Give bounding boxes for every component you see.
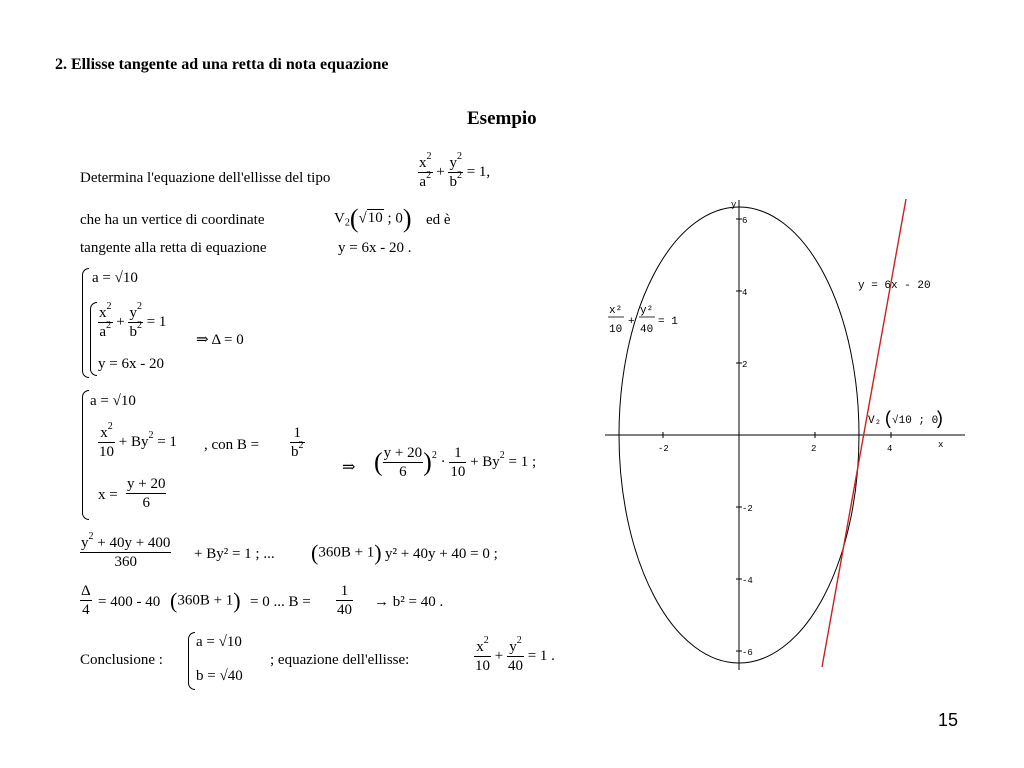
svg-text:y²: y² — [640, 305, 654, 317]
step4-B-frac: $\frac{1}{40}$ — [337, 583, 352, 618]
step4-rest: = 0 ... B = — [250, 594, 311, 610]
y-tick-label: 2 — [742, 360, 748, 370]
conclusion-label: Conclusione : — [80, 652, 163, 668]
intro-line-3: tangente alla retta di equazione — [80, 240, 267, 256]
y-tick-label: 6 — [742, 216, 748, 226]
step4-mid: = 400 - 40 — [98, 594, 161, 610]
system1-result: ⇒ Δ = 0 — [196, 332, 244, 348]
page-number: 15 — [938, 710, 959, 730]
conclusion-brace — [188, 632, 195, 690]
tangent-line-label: y = 6x - 20 — [858, 280, 931, 292]
x-tick-label: 2 — [811, 444, 817, 454]
svg-text:): ) — [934, 410, 945, 430]
system2-x-label: x = — [98, 487, 118, 503]
implies-arrow: ⇒ — [342, 459, 356, 476]
y-tick-label: -6 — [742, 648, 753, 658]
system1-a: a = √10 — [92, 270, 138, 286]
x-axis-label: x — [938, 440, 944, 450]
tangent-line — [822, 199, 906, 667]
final-equation: $\frac{x^2}{10}$ + $\frac{y^2}{40}$ = 1 . — [475, 635, 555, 674]
system2-brace — [82, 390, 89, 520]
svg-text:= 1: = 1 — [658, 316, 678, 328]
system1-tangent: y = 6x - 20 — [98, 356, 164, 372]
system1-inner-brace — [90, 302, 97, 376]
tangent-line-equation: y = 6x - 20 . — [338, 240, 412, 256]
system2-x-value: $\frac{y + 20}{6}$ — [127, 476, 166, 511]
step3-rest: + By² = 1 ; ... — [194, 546, 275, 562]
step3-paren: (360B + 1) — [311, 540, 382, 565]
ellipse-general-equation: $\frac{x^2}{a^2}$ + $\frac{y^2}{b^2}$ = 1, — [419, 151, 491, 190]
step3-fraction: $\frac{y^2 + 40y + 400}{360}$ — [81, 531, 171, 570]
step4-paren: (360B + 1) — [170, 588, 241, 613]
svg-text:10: 10 — [609, 324, 623, 336]
y-tick-label: -2 — [742, 504, 753, 514]
system2-a: a = √10 — [90, 393, 136, 409]
ellipse-graph — [600, 195, 970, 675]
svg-text:(: ( — [883, 410, 894, 430]
conclusion-middle: ; equazione dell'ellisse: — [270, 652, 410, 668]
conclusion-b: b = √40 — [196, 668, 243, 684]
svg-text:x²: x² — [609, 305, 623, 317]
svg-text:40: 40 — [640, 324, 654, 336]
system2-eq: $\frac{x^2}{10}$ + $By^2 = 1$ — [99, 421, 177, 460]
intro-line-2: che ha un vertice di coordinate — [80, 212, 265, 228]
x-tick-label: 4 — [887, 444, 893, 454]
x-tick-label: -2 — [658, 444, 669, 454]
vertex-coordinates: $V_2(√10$ ; 0) — [334, 204, 412, 233]
system2-B-value: $\frac{1}{b^2}$ — [291, 425, 304, 460]
y-axis-label: y — [731, 200, 737, 210]
step4-tail: → b² = 40 . — [374, 594, 444, 610]
vertex-label — [868, 410, 945, 430]
svg-text:+: + — [628, 316, 635, 328]
y-tick-label: 4 — [742, 288, 748, 298]
svg-text:√10 ; 0: √10 ; 0 — [892, 415, 939, 427]
system1-ellipse: $\frac{x^2}{a^2}$ + $\frac{y^2}{b^2}$ = 1 — [99, 301, 167, 340]
step4-delta-frac: $\frac{\Delta}{4}$ — [81, 583, 91, 618]
conclusion-a: a = √10 — [196, 634, 242, 650]
svg-text:V₂: V₂ — [868, 415, 882, 427]
intro-line-1: Determina l'equazione dell'ellisse del tipo — [80, 170, 331, 186]
system1-brace — [82, 268, 89, 378]
intro-line-2-tail: ed è — [426, 212, 451, 228]
step3-tail: y² + 40y + 40 = 0 ; — [385, 546, 498, 562]
substitution-result: ( $\frac{y + 20}{6}$ )$^2$ · $\frac{1}{10}$ + $By^2 = 1$ ; — [374, 445, 537, 480]
y-tick-label: -4 — [742, 576, 753, 586]
system2-comma-con: , con B = — [204, 437, 260, 453]
ellipse-equation-label — [608, 305, 678, 336]
example-title: Esempio — [467, 108, 537, 129]
section-title: 2. Ellisse tangente ad una retta di nota equazione — [55, 56, 389, 73]
